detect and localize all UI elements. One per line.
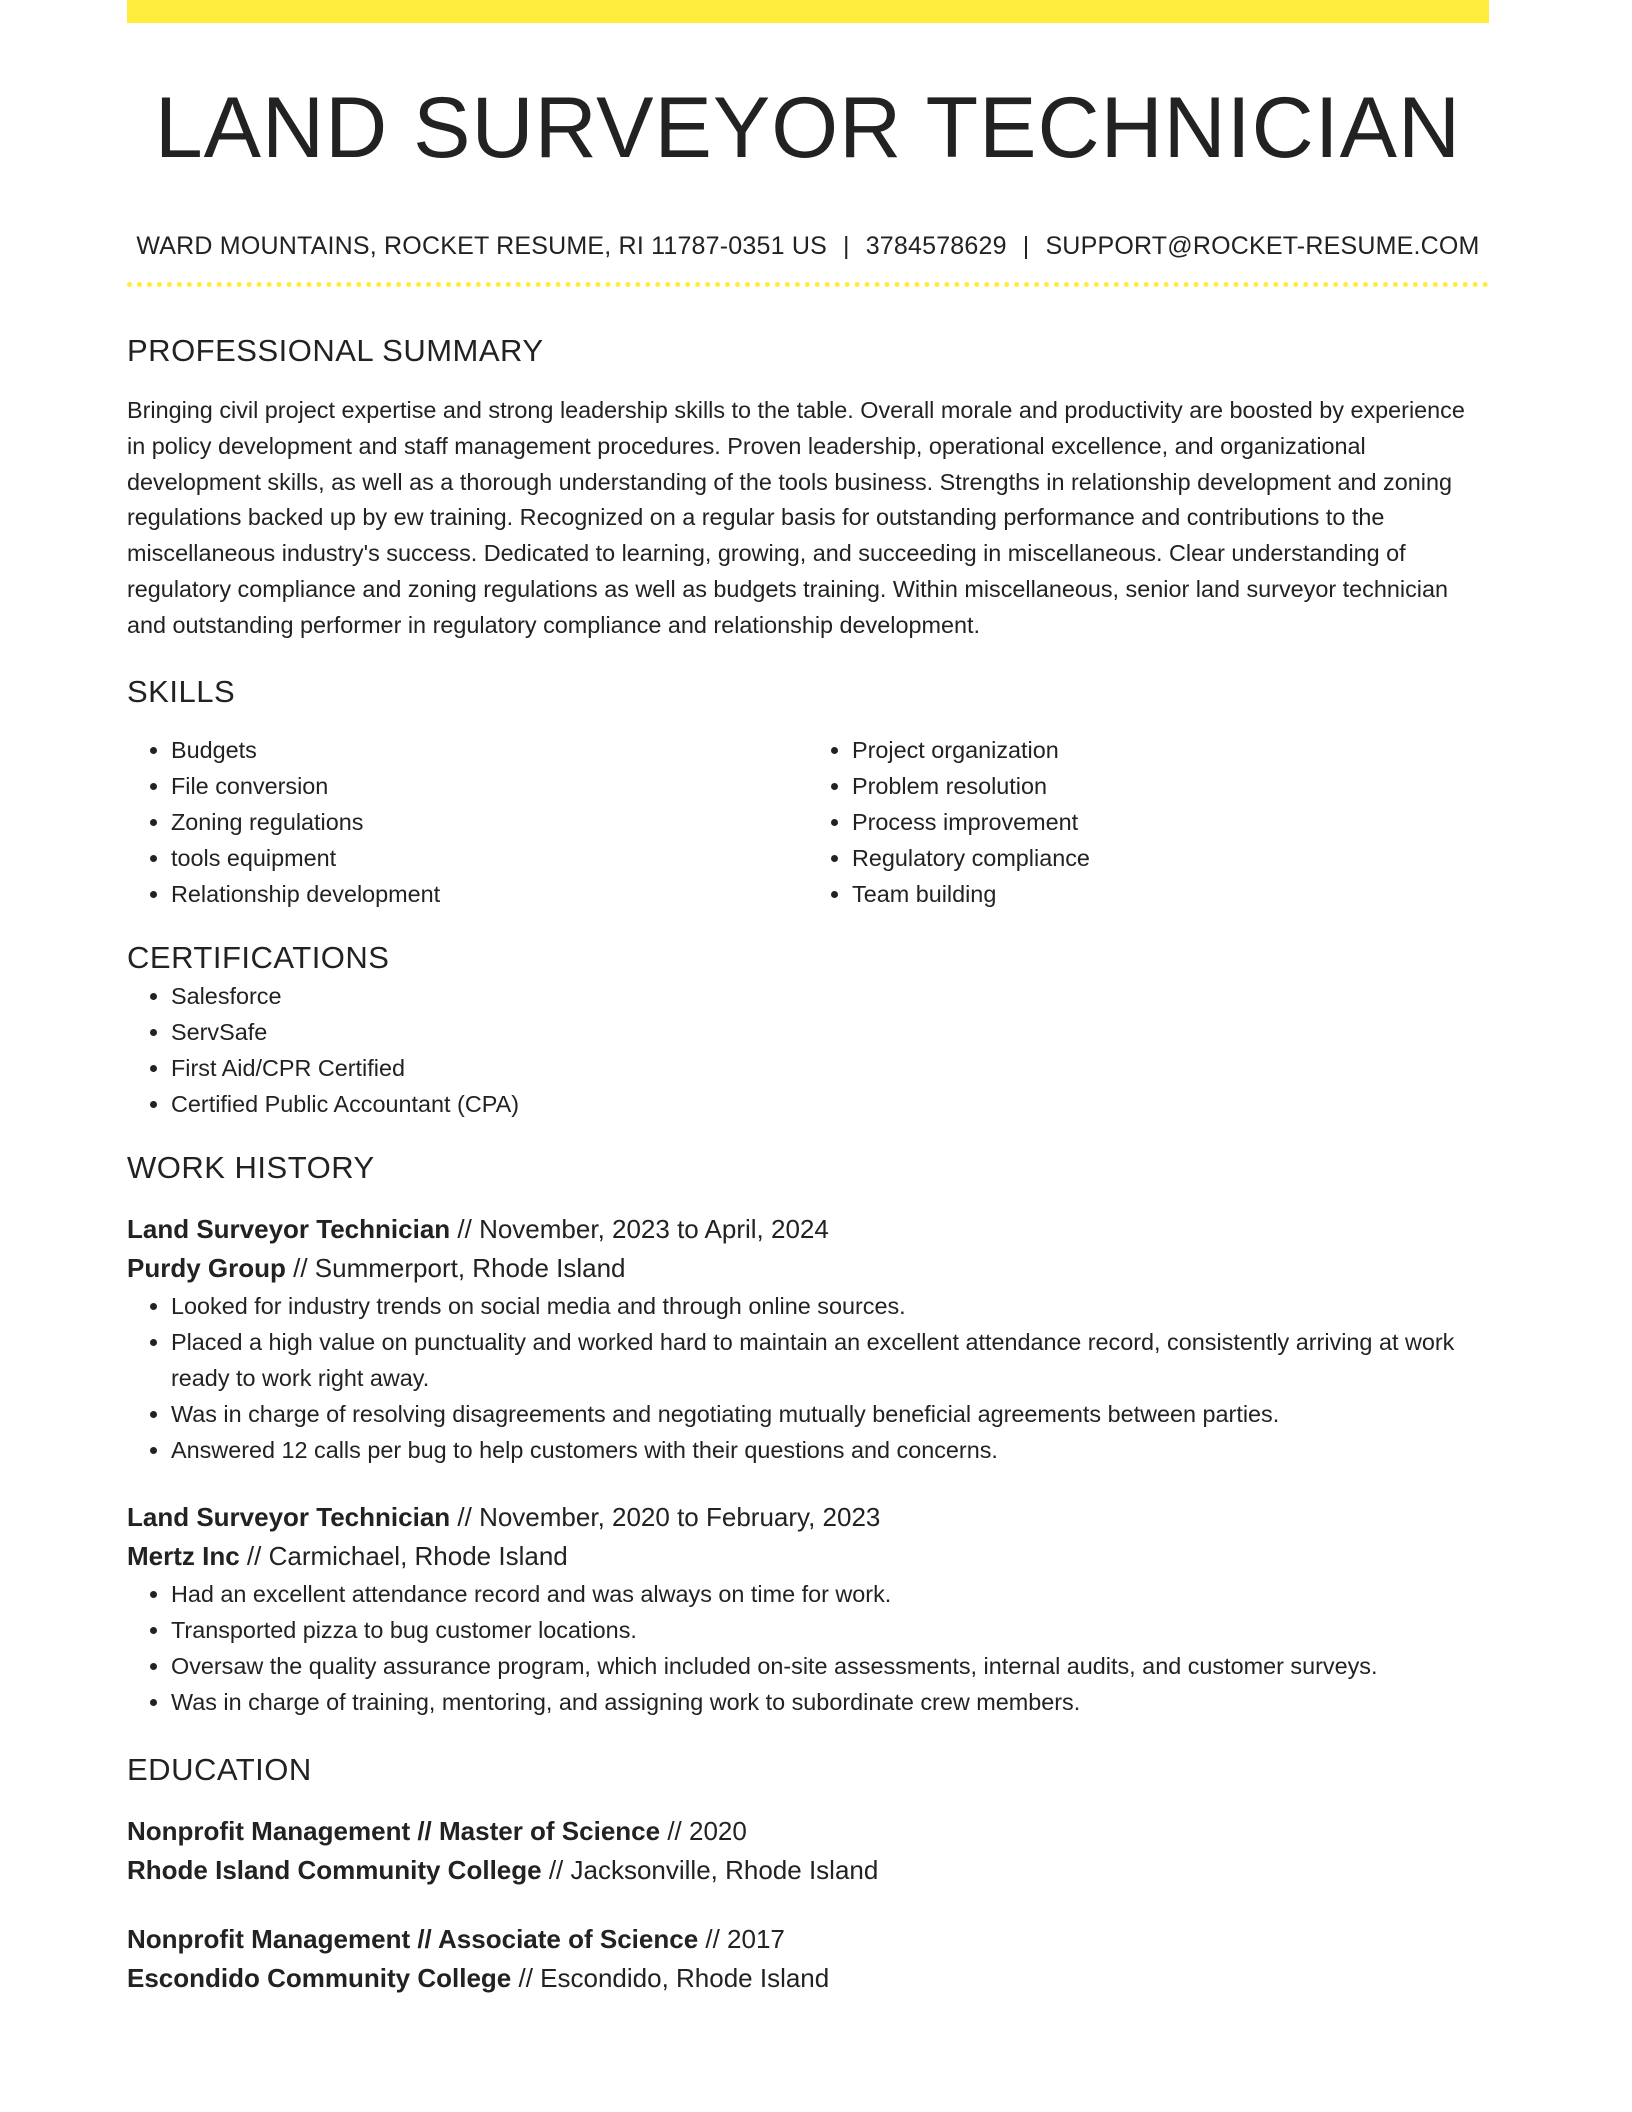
job-company-line <box>127 1537 1489 1576</box>
job-duty: • Oversaw the quality assurance program, which included on-site assessments, internal audits, and customer surveys. <box>171 1648 1489 1684</box>
job-company: Mertz Inc <box>127 1540 240 1571</box>
job-duty: • Answered 12 calls per bug to help customers with their questions and concerns. <box>171 1432 1489 1468</box>
job-role: Land Surveyor Technician <box>127 1213 451 1244</box>
contact-email: SUPPORT@ROCKET-RESUME.COM <box>1045 232 1480 260</box>
contact-phone: 3784578629 <box>865 232 1007 260</box>
job-location: // Carmichael, Rhode Island <box>239 1540 568 1571</box>
education-school: Rhode Island Community College <box>127 1854 542 1885</box>
job-location: // Summerport, Rhode Island <box>285 1252 626 1283</box>
skills-columns <box>127 732 1489 912</box>
education-year: // 2020 <box>660 1815 747 1846</box>
education-degree-line <box>127 1812 1489 1851</box>
skill-item: • Process improvement <box>852 804 1489 840</box>
education-school-line <box>127 1851 1489 1890</box>
education-school-line <box>127 1959 1489 1998</box>
job-duties-list <box>127 1288 1489 1468</box>
job-dates: // November, 2020 to February, 2023 <box>450 1501 881 1532</box>
education-school: Escondido Community College <box>127 1962 512 1993</box>
education-year: // 2017 <box>698 1923 785 1954</box>
skills-list-left <box>127 732 808 912</box>
contact-line <box>127 230 1489 262</box>
education-degree: Nonprofit Management // Associate of Science <box>127 1923 699 1954</box>
job-duty: • Was in charge of resolving disagreements and negotiating mutually beneficial agreements between parties. <box>171 1396 1489 1432</box>
skill-item: • Budgets <box>171 732 808 768</box>
job-role: Land Surveyor Technician <box>127 1501 451 1532</box>
summary-heading: PROFESSIONAL SUMMARY <box>127 333 544 368</box>
job-duty: • Looked for industry trends on social media and through online sources. <box>171 1288 1489 1324</box>
candidate-name: LAND SURVEYOR TECHNICIAN <box>154 80 1462 176</box>
education-entry <box>127 1812 1489 1890</box>
job-dates: // November, 2023 to April, 2024 <box>450 1213 829 1244</box>
job-title-line <box>127 1498 1489 1537</box>
dotted-divider <box>127 282 1489 287</box>
work-history-heading: WORK HISTORY <box>127 1149 375 1185</box>
resume-content <box>127 0 1489 1998</box>
skill-item: • tools equipment <box>171 840 808 876</box>
job-title-line <box>127 1210 1489 1249</box>
skill-item: • Team building <box>852 876 1489 912</box>
contact-separator: | <box>1022 232 1030 260</box>
certification-item: • ServSafe <box>171 1014 1489 1050</box>
skill-item: • Regulatory compliance <box>852 840 1489 876</box>
education-degree: Nonprofit Management // Master of Science <box>127 1815 661 1846</box>
skill-item: • Relationship development <box>171 876 808 912</box>
job-duty: • Placed a high value on punctuality and worked hard to maintain an excellent attendance record, consistently arriving at work ready to work right away. <box>171 1324 1489 1396</box>
skill-item: • Zoning regulations <box>171 804 808 840</box>
education-degree-line <box>127 1920 1489 1959</box>
job-duty: • Transported pizza to bug customer locations. <box>171 1612 1489 1648</box>
job-entry <box>127 1498 1489 1720</box>
job-duty: • Was in charge of training, mentoring, and assigning work to subordinate crew members. <box>171 1684 1489 1720</box>
job-duty: • Had an excellent attendance record and was always on time for work. <box>171 1576 1489 1612</box>
skills-list-right <box>808 732 1489 912</box>
summary-text: Bringing civil project expertise and strong leadership skills to the table. Overall morale and productivity are boosted by experience in policy development and staff management procedures. Proven leadership, operational excellence, and organizational development skills, as well as a thorough understanding of the tools business. Strengths in relationship development and zoning regulations backed up by ew training. Recognized on a regular basis for outstanding performance and contributions to the miscellaneous industry's success. Dedicated to learning, growing, and succeeding in miscellaneous. Clear understanding of regulatory compliance and zoning regulations as well as budgets training. Within miscellaneous, senior land surveyor technician and outstanding performer in regulatory compliance and relationship development. <box>127 397 1465 638</box>
certification-item: • Certified Public Accountant (CPA) <box>171 1086 1489 1122</box>
job-duties-list <box>127 1576 1489 1720</box>
skills-heading: SKILLS <box>127 673 236 709</box>
certification-item: • First Aid/CPR Certified <box>171 1050 1489 1086</box>
job-company-line <box>127 1249 1489 1288</box>
contact-separator: | <box>842 232 850 260</box>
contact-address: WARD MOUNTAINS, ROCKET RESUME, RI 11787-0351 US <box>136 232 827 260</box>
skill-item: • Project organization <box>852 732 1489 768</box>
job-company: Purdy Group <box>127 1252 286 1283</box>
education-location: // Jacksonville, Rhode Island <box>541 1854 879 1885</box>
education-entry <box>127 1920 1489 1998</box>
skill-item: • File conversion <box>171 768 808 804</box>
certification-item: • Salesforce <box>171 978 1489 1014</box>
certifications-list <box>127 978 1489 1122</box>
education-location: // Escondido, Rhode Island <box>511 1962 830 1993</box>
education-heading: EDUCATION <box>127 1751 312 1787</box>
skill-item: • Problem resolution <box>852 768 1489 804</box>
job-entry <box>127 1210 1489 1468</box>
certifications-heading: CERTIFICATIONS <box>127 939 390 975</box>
